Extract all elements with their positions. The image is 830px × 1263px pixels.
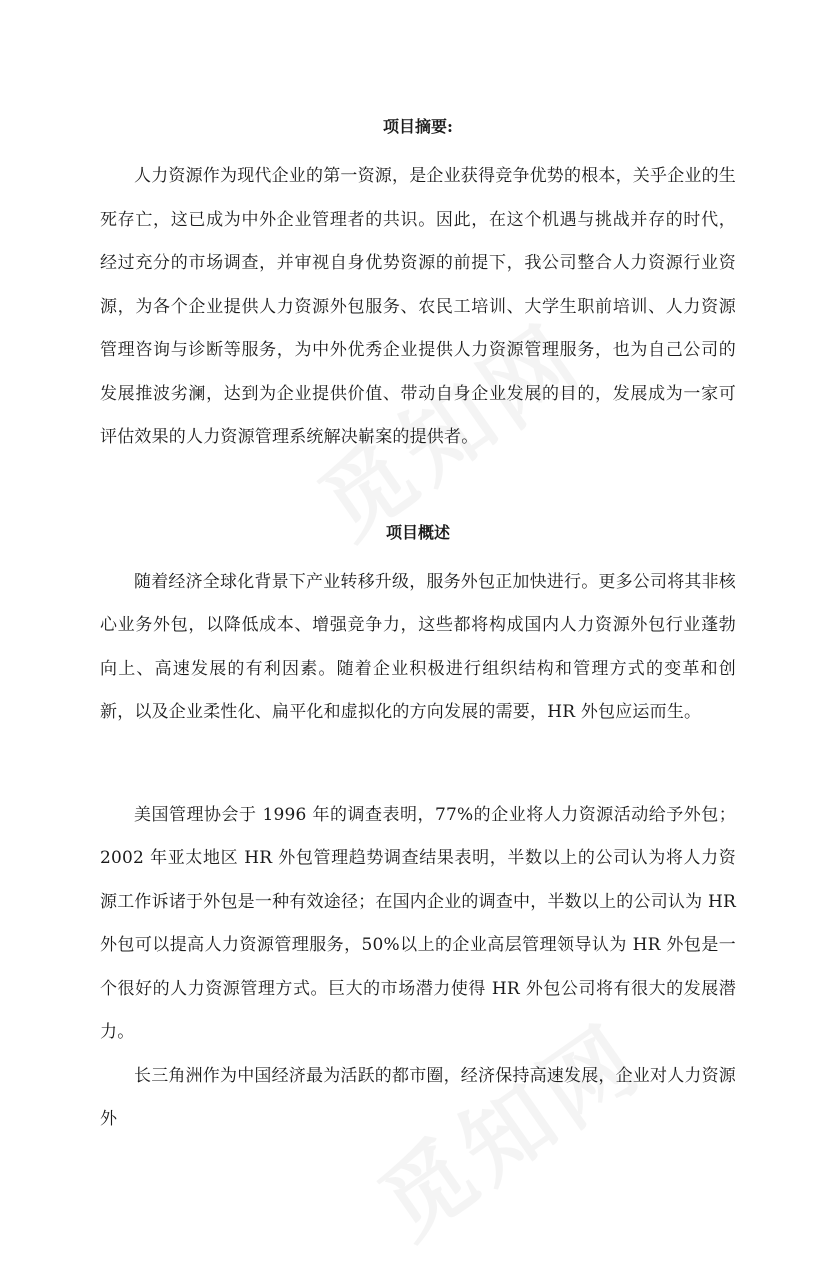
overview-paragraph-3: 长三角洲作为中国经济最为活跃的都市圈，经济保持高速发展，企业对人力资源外 — [100, 1065, 736, 1129]
summary-paragraph: 人力资源作为现代企业的第一资源，是企业获得竞争优势的根本，关乎企业的生死存亡，这已成为中外企业管理者的共识。因此，在这个机遇与挑战并存的时代，经过充分的市场调查，并审视自身优势资源的前提下，我公司整合人力资源行业资源，为各个企业提供人力资源外包服务、农民工培训、大学生职前培训、人力资源管理咨询与诊断等服务，为中外优秀企业提供人力资源管理服务，也为自己公司的发展推波劣澜，达到为企业提供价值、带动自身企业发展的目的，发展成为一家可评估效果的人力资源管理系统解决嶄案的提供者。 — [100, 166, 736, 447]
section-heading-summary: 项目摘要: — [383, 117, 453, 136]
section-heading-overview: 项目概述 — [385, 522, 450, 542]
overview-paragraph-2: 美国管理协会于 1996 年的调查表明，77%的企业将人力资源活动给予外包；2002 年亚太地区 HR 外包管理趋势调查结果表明，半数以上的公司认为将人力资源工作诉诸于外包是一种有效途径；在国内企业的调查中，半数以上的公司认为 HR 外包可以提高人力资源管理服务，50%以上的企业高层管理领导认为 HR 外包是一个很好的人力资源管理方式。巨大的市场潜力使得 HR 外包公司将有很大的发展潜力。 — [100, 804, 736, 1042]
document-body — [100, 112, 736, 1142]
overview-paragraph-1: 随着经济全球化背景下产业转移升级，服务外包正加快进行。更多公司将其非核心业务外包，以降低成本、增强竞争力，这些都将构成国内人力资源外包行业蓬勃向上、高速发展的有利因素。随着企业积极进行组织结构和管理方式的变革和创新，以及企业柔性化、扁平化和虚拟化的方向发展的需要，HR 外包应运而生。 — [100, 571, 736, 722]
